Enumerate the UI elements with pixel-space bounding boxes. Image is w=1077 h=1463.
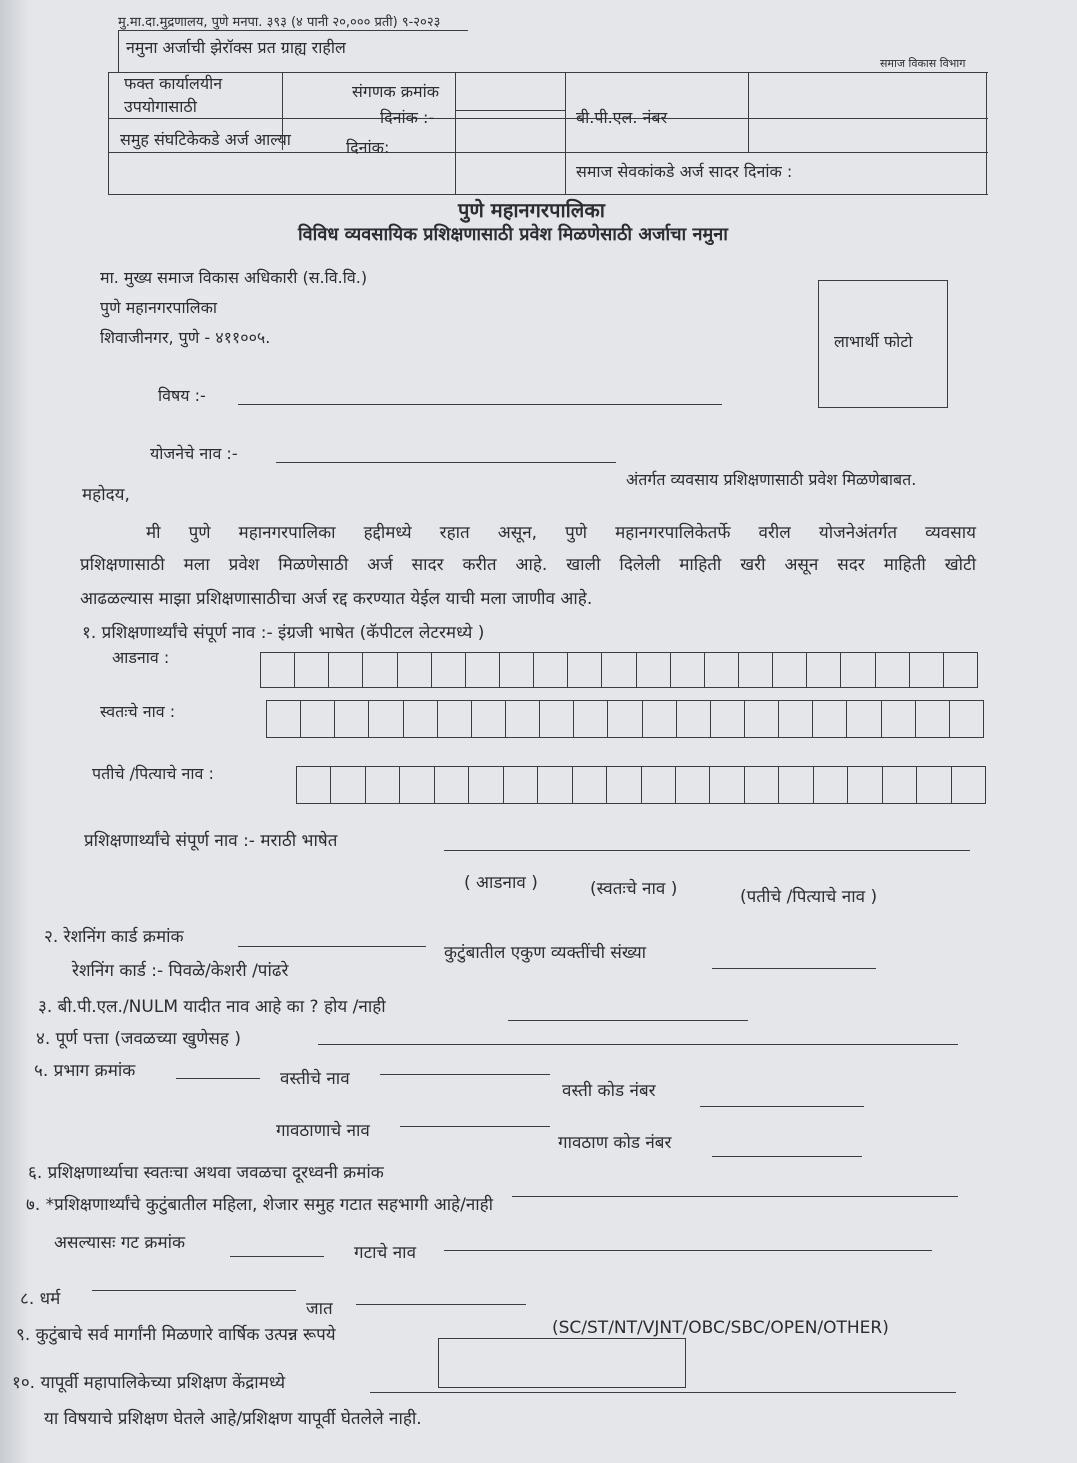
caste-categories: (SC/ST/NT/VJNT/OBC/SBC/OPEN/OTHER) — [552, 1318, 889, 1338]
org-title: पुणे महानगरपालिका — [458, 198, 605, 222]
hint-own-name: (स्वतःचे नाव ) — [590, 879, 678, 899]
ration-no-input-line[interactable] — [238, 946, 426, 947]
hint-father-name: (पतीचे /पित्याचे नाव ) — [740, 887, 878, 907]
village-code-input-line[interactable] — [712, 1156, 862, 1157]
family-count-input-line[interactable] — [712, 968, 876, 969]
address-input-line[interactable] — [318, 1044, 958, 1045]
q1-label: १. प्रशिक्षणार्थ्यांचे संपूर्ण नाव :- इंग्रजी भाषेत (कॅपीटल लेटरमध्ये ) — [82, 623, 485, 643]
income-box[interactable] — [438, 1338, 686, 1388]
phone-input-line[interactable] — [512, 1196, 958, 1197]
scheme-input-line[interactable] — [276, 462, 616, 463]
father-name-label: पतीचे /पित्याचे नाव : — [92, 764, 214, 783]
group-org-label: समुह संघटिकेकडे अर्ज आल्या — [120, 130, 291, 149]
scheme-suffix: अंतर्गत व्यवसाय प्रशिक्षणासाठी प्रवेश मिळणेबाबत. — [626, 470, 917, 489]
subject-input-line[interactable] — [238, 404, 722, 405]
social-worker-date-label: समाज सेवकांकडे अर्ज सादर दिनांक : — [576, 162, 793, 181]
q6-label: ६. प्रशिक्षणार्थ्याचा स्वतःचा अथवा जवळचा दूरध्वनी क्रमांक — [28, 1163, 384, 1183]
village-code-label: गावठाण कोड नंबर — [558, 1133, 672, 1153]
q10-line1: १०. यापूर्वी महापालिकेच्या प्रशिक्षण केंद्रामध्ये — [12, 1373, 286, 1393]
para-line3: आढळल्यास माझा प्रशिक्षणासाठीचा अर्ज रद्द करण्यात येईल याची मला जाणीव आहे. — [80, 589, 593, 609]
q2-ration-no-label: २. रेशनिंग कार्ड क्रमांक — [44, 927, 184, 947]
address-line2: पुणे महानगरपालिका — [100, 298, 218, 317]
surname-label: आडनाव : — [112, 648, 170, 667]
marathi-name-label: प्रशिक्षणार्थ्यांचे संपूर्ण नाव :- मराठी भाषेत — [84, 831, 338, 851]
bpl-no-label: बी.पी.एल. नंबर — [576, 108, 668, 127]
print-line: मु.मा.दा.मुद्रणालय, पुणे मनपा. ३९३ (४ पानी २०,००० प्रती) ९-२०२३ — [118, 15, 441, 30]
q10-line2: या विषयाचे प्रशिक्षण घेतले आहे/प्रशिक्षण यापूर्वी घेतलेले नाही. — [44, 1409, 422, 1429]
q3-label: ३. बी.पी.एल./NULM यादीत नाव आहे का ? होय /नाही — [38, 997, 386, 1017]
surname-grid[interactable] — [260, 652, 978, 688]
father-name-grid[interactable] — [296, 766, 986, 804]
religion-input-line[interactable] — [92, 1290, 296, 1291]
bpl-answer-input-line[interactable] — [508, 1020, 748, 1021]
village-name-input-line[interactable] — [400, 1126, 550, 1127]
caste-input-line[interactable] — [356, 1304, 526, 1305]
hint-surname: ( आडनाव ) — [464, 873, 538, 893]
address-line1: मा. मुख्य समाज विकास अधिकारी (स.वि.वि.) — [100, 268, 368, 287]
group-name-label: गटाचे नाव — [354, 1243, 417, 1263]
q4-label: ४. पूर्ण पत्ता (जवळच्या खुणेसह ) — [36, 1029, 241, 1049]
group-no-label: असल्यासः गट क्रमांक — [54, 1233, 186, 1253]
office-use-line1: फक्त कार्यालयीन — [124, 74, 223, 93]
own-name-grid[interactable] — [266, 700, 984, 738]
paper-shadow — [0, 0, 30, 1463]
basti-code-input-line[interactable] — [700, 1106, 864, 1107]
para-line1: मी पुणे महानगरपालिका हद्दीमध्ये रहात असून, पुणे महानगरपालिकेतर्फे वरील योजनेअंतर्गत व्यवसाय — [146, 523, 976, 543]
form-title: विविध व्यवसायिक प्रशिक्षणासाठी प्रवेश मिळणेसाठी अर्जाचा नमुना — [298, 224, 728, 245]
basti-code-label: वस्ती कोड नंबर — [562, 1081, 656, 1101]
q7-label: ७. *प्रशिक्षणार्थ्यांचे कुटुंबातील महिला, शेजार समुह गटात सहभागी आहे/नाही — [26, 1195, 494, 1215]
xerox-note: नमुना अर्जाची झेरॉक्स प्रत ग्राह्य राहील — [126, 38, 346, 57]
ward-label: ५. प्रभाग क्रमांक — [34, 1061, 136, 1081]
marathi-name-input-line[interactable] — [444, 850, 970, 851]
group-no-input-line[interactable] — [230, 1256, 324, 1257]
office-date-label: दिनांक :- — [380, 108, 435, 127]
computer-no-label: संगणक क्रमांक — [352, 82, 440, 101]
group-date-label: दिनांक: — [346, 138, 390, 157]
q10-input-line[interactable] — [370, 1392, 956, 1393]
address-line3: शिवाजीनगर, पुणे - ४११००५. — [100, 328, 271, 347]
ration-type-label: रेशनिंग कार्ड :- पिवळे/केशरी /पांढरे — [72, 961, 289, 981]
group-name-input-line[interactable] — [444, 1250, 932, 1251]
photo-label: लाभार्थी फोटो — [834, 332, 913, 351]
basti-name-label: वस्तीचे नाव — [280, 1069, 350, 1089]
para-line2: प्रशिक्षणासाठी मला प्रवेश मिळणेसाठी अर्ज सादर करीत आहे. खाली दिलेली माहिती खरी असून सदर माहिती खोटी — [80, 555, 976, 575]
caste-label: जात — [306, 1299, 333, 1319]
basti-name-input-line[interactable] — [380, 1074, 550, 1075]
subject-label: विषय :- — [158, 386, 206, 405]
own-name-label: स्वतःचे नाव : — [100, 702, 176, 721]
family-count-label: कुटुंबातील एकुण व्यक्तींची संख्या — [444, 943, 647, 963]
q9-label: ९. कुटुंबाचे सर्व मार्गांनी मिळणारे वार्षिक उत्पन्न रूपये — [16, 1325, 336, 1345]
office-use-line2: उपयोगासाठी — [124, 97, 197, 116]
ward-input-line[interactable] — [176, 1078, 260, 1079]
scheme-label: योजनेचे नाव :- — [150, 444, 238, 463]
religion-label: ८. धर्म — [20, 1289, 61, 1309]
salutation: महोदय, — [82, 485, 130, 505]
department-label: समाज विकास विभाग — [880, 57, 966, 70]
village-name-label: गावठाणाचे नाव — [276, 1121, 370, 1141]
